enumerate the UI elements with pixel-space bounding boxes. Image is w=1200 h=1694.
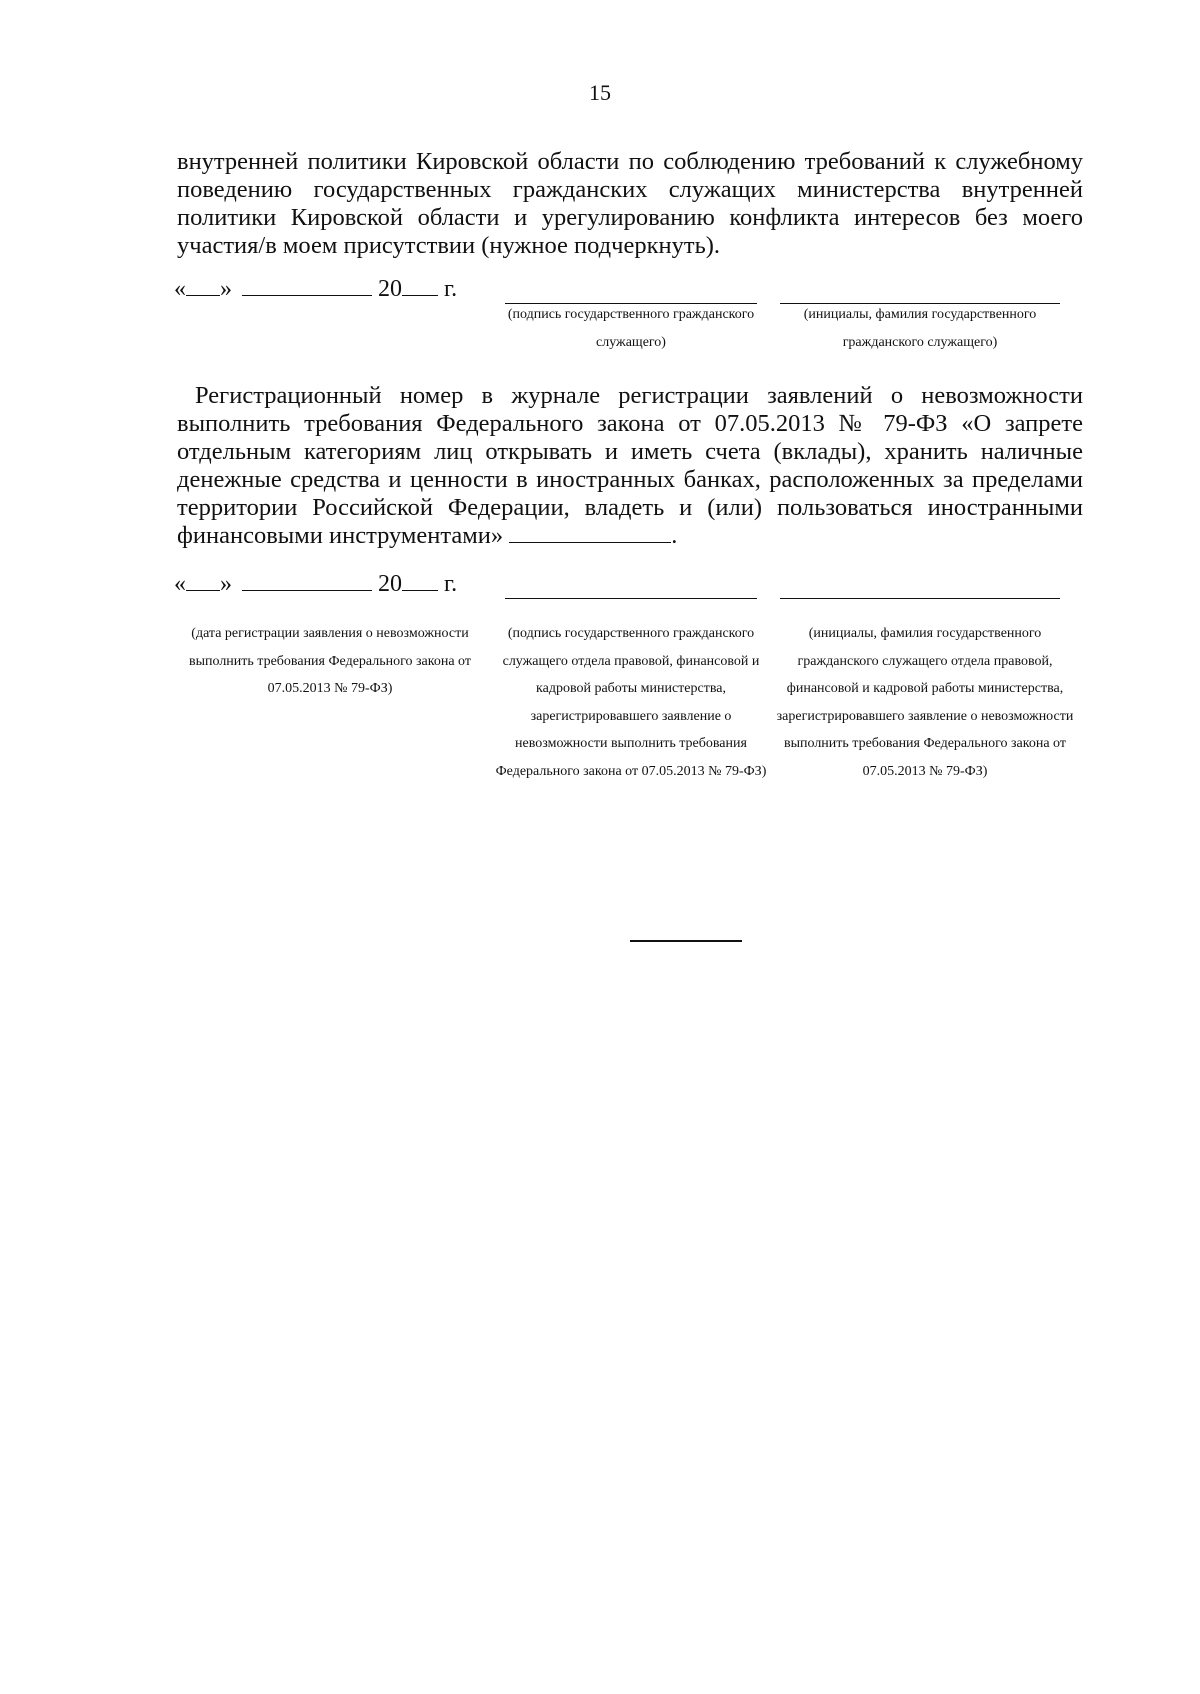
registration-number-blank bbox=[509, 524, 671, 543]
page-number: 15 bbox=[589, 80, 611, 105]
name-caption: (инициалы, фамилия государственного гражданского служащего) bbox=[803, 307, 1037, 350]
date-line-1 bbox=[174, 276, 457, 303]
year-blank bbox=[402, 572, 438, 591]
close-quote: » bbox=[220, 276, 232, 302]
close-quote: » bbox=[220, 571, 232, 597]
registration-date-caption: (дата регистрации заявления о невозможности выполнить требования Федерального закона от 07.05.2013 № 79-ФЗ) bbox=[189, 626, 471, 696]
month-blank bbox=[242, 277, 372, 296]
paragraph-registration bbox=[177, 382, 1083, 550]
year-suffix: г. bbox=[444, 276, 458, 302]
registrar-signature-line bbox=[505, 598, 757, 599]
date-line-2 bbox=[174, 571, 457, 598]
signature-caption: (подпись государственного гражданского служащего) bbox=[507, 307, 755, 350]
paragraph-consideration: внутренней политики Кировской области по соблюдению требований к служебному поведению государственных гражданских служащих министерства внутренней политики Кировской области и урегулированию конфликта интересов без моего участия/в моем присутствии (нужное подчеркнуть). bbox=[177, 148, 1083, 259]
year-prefix: 20 bbox=[378, 571, 402, 597]
open-quote: « bbox=[174, 276, 186, 302]
registrar-name-line bbox=[780, 598, 1060, 599]
day-blank bbox=[186, 572, 220, 591]
year-prefix: 20 bbox=[378, 276, 402, 302]
closing-divider bbox=[630, 940, 742, 942]
day-blank bbox=[186, 277, 220, 296]
year-suffix: г. bbox=[444, 571, 458, 597]
registration-text: Регистрационный номер в журнале регистрации заявлений о невозможности выполнить требования Федерального закона от 07.05.2013 № 79-ФЗ «О запрете отдельным категориям лиц открывать и иметь счета (вклады), хранить наличные денежные средства и ценности в иностранных банках, расположенных за пределами территории Российской Федерации, владеть и (или) пользоваться иностранными финансовыми инструментами» bbox=[177, 382, 1083, 549]
year-blank bbox=[402, 277, 438, 296]
end-period: . bbox=[671, 522, 678, 549]
registrar-signature-caption: (подпись государственного гражданского служащего отдела правовой, финансовой и кадровой работы министерства, зарегистрировавшего заявление о невозможности выполнить требования Федерального закона от 07.05.2013 № 79-ФЗ) bbox=[495, 626, 767, 779]
month-blank bbox=[242, 572, 372, 591]
open-quote: « bbox=[174, 571, 186, 597]
registrar-name-caption: (инициалы, фамилия государственного гражданского служащего отдела правовой, финансовой и кадровой работы министерства, зарегистрировавшего заявление о невозможности выполнить требования Федерального закона от 07.05.2013 № 79-ФЗ) bbox=[776, 626, 1074, 779]
